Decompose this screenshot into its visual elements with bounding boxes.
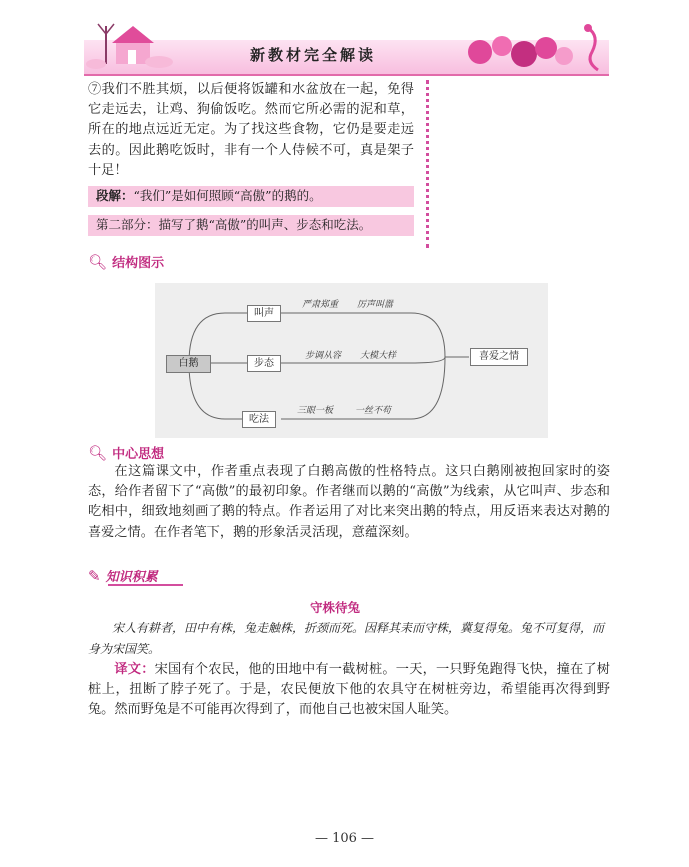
branch-eating: 吃法 (242, 411, 276, 428)
translation-label: 译文： (114, 662, 155, 677)
detail-gait-2: 大模大样 (360, 351, 397, 361)
conclusion-node: 喜爱之情 (470, 348, 528, 366)
paragraph-7: ⑦我们不胜其烦，以后便将饭罐和水盆放在一起，免得它走远去，让鸡、狗偷饭吃。然而它所必需的泥和草，所在的地点远近无定。为了找这些食物，它仍是要走远去的。因此鹅吃饭时，非有一个人侍候不可，真是架子十足！ (88, 82, 414, 178)
story-title: 守株待兔 (310, 600, 361, 615)
magnifier-icon: 🔍︎ (88, 444, 108, 462)
page-number: — 106 — (314, 831, 375, 846)
root-node: 白鹅 (166, 355, 211, 373)
knowledge-underline (108, 584, 183, 586)
analysis-text: “我们”是如何照顾“高傲”的鹅的。 (133, 188, 322, 203)
detail-eating-2: 一丝不苟 (355, 406, 392, 416)
branch-gait: 步态 (247, 355, 281, 372)
detail-call-2: 厉声叫嚣 (357, 300, 394, 310)
translation-text: 宋国有个农民，他的田地中有一截树桩。一天，一只野兔跑得飞快，撞在了树桩上，扭断了脖子死了。于是，农民便放下他的农具守在树桩旁边，希望能再次得到野兔。然而野兔是不可能再次得到了，而他自己也被宋国人耻笑。 (88, 662, 610, 718)
magnifier-icon: 🔍︎ (88, 253, 108, 271)
flower-illustration (460, 20, 610, 74)
house-illustration (84, 12, 194, 74)
header-title: 新教材完全解读 (250, 46, 377, 64)
analysis-label: 段解： (96, 188, 134, 203)
detail-gait-1: 步调从容 (305, 351, 342, 361)
dotted-divider (426, 80, 429, 248)
structure-heading-text: 结构图示 (112, 256, 165, 271)
center-paragraph: 在这篇课文中，作者重点表现了白鹅高傲的性格特点。这只白鹅刚被抱回家时的姿态，给作者留下了“高傲”的最初印象。作者继而以鹅的“高傲”为线索，从它叫声、步态和吃相中，细致地刻画了鹅的特点。作者运用了对比来突出鹅的特点，用反语来表达对鹅的喜爱之情。在作者笔下，鹅的形象活灵活现，意蕴深刻。 (88, 464, 610, 540)
detail-eating-1: 三眼一板 (297, 406, 334, 416)
center-heading (88, 443, 164, 462)
knowledge-heading-text: 知识积累 (105, 570, 158, 585)
paragraph-analysis (88, 186, 414, 207)
center-heading-text: 中心思想 (112, 447, 165, 462)
pen-icon: ✎ (88, 567, 101, 585)
story-text: 宋人有耕者，田中有株，兔走触株，折颈而死。因释其耒而守株，冀复得兔。兔不可复得，而身为宋国笑。 (88, 621, 605, 656)
knowledge-heading (88, 566, 158, 585)
part-two-summary: 第二部分：描写了鹅“高傲”的叫声、步态和吃法。 (88, 215, 414, 236)
translation (88, 660, 610, 721)
branch-call: 叫声 (247, 305, 281, 322)
detail-call-1: 严肃郑重 (302, 300, 339, 310)
structure-heading (88, 252, 164, 271)
